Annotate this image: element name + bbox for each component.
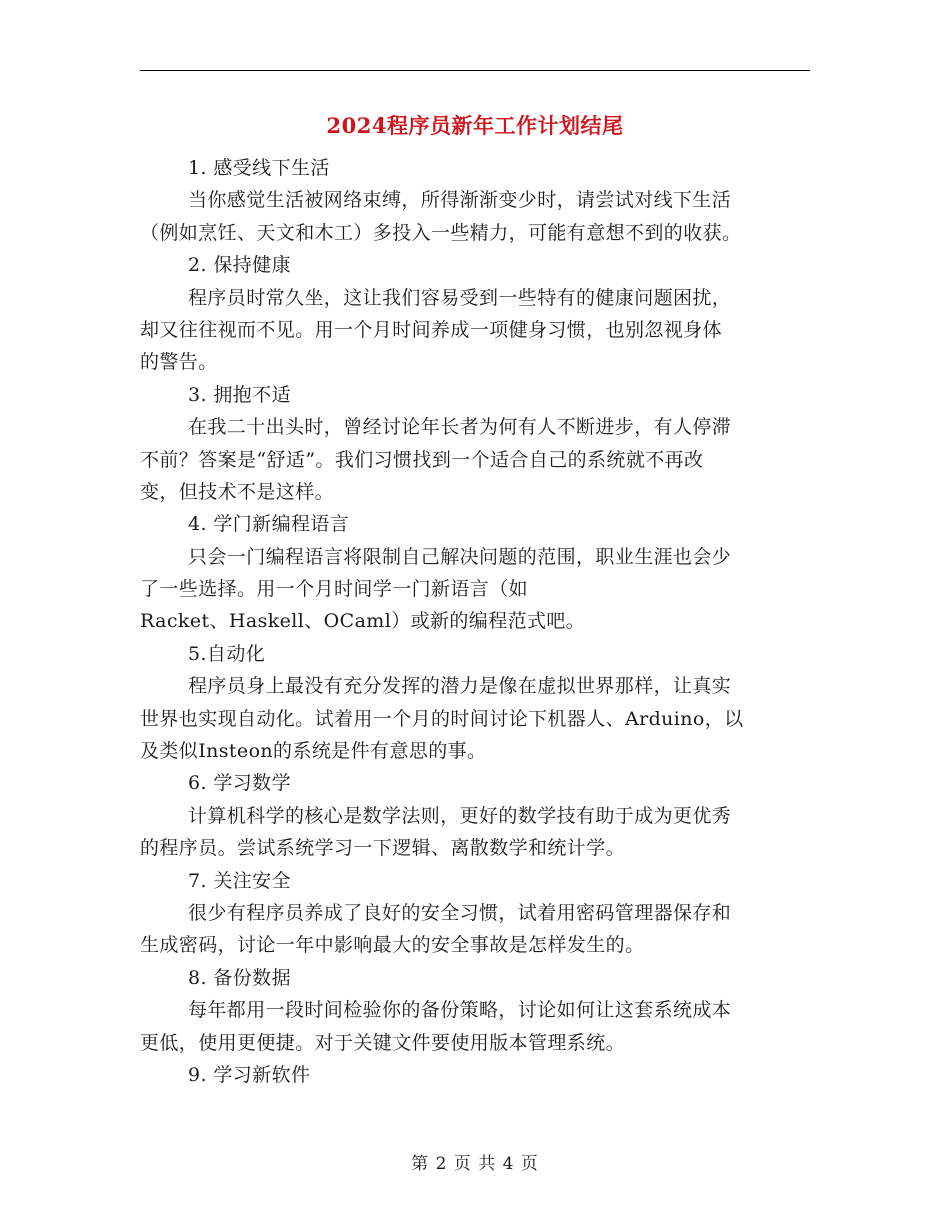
text-line: 很少有程序员养成了良好的安全习惯，试着用密码管理器保存和 [188,901,732,924]
text-line: 的程序员。尝试系统学习一下逻辑、离散数学和统计学。 [140,837,626,860]
text-line: 9. 学习新软件 [188,1063,311,1086]
text-line: 不前？答案是“舒适”。我们习惯找到一个适合自己的系统就不再改 [140,448,704,471]
document-body [140,152,810,1091]
text-line: 2. 保持健康 [188,254,291,277]
text-line: 生成密码，讨论一年中影响最大的安全事故是怎样发生的。 [140,934,645,957]
text-line: 只会一门编程语言将限制自己解决问题的范围，职业生涯也会少 [188,545,732,568]
text-line: 程序员身上最没有充分发挥的潜力是像在虚拟世界那样，让真实 [188,675,732,698]
text-line: （例如烹饪、天文和木工）多投入一些精力，可能有意想不到的收获。 [140,221,742,244]
text-line: 程序员时常久坐，这让我们容易受到一些特有的健康问题困扰， [188,286,732,309]
text-line: 了一些选择。用一个月时间学一门新语言（如 [140,578,529,601]
text-line: 世界也实现自动化。试着用一个月的时间讨论下机器人、Arduino，以 [140,707,744,730]
text-line: 5.自动化 [188,642,266,665]
text-line: 1. 感受线下生活 [188,157,330,179]
text-line: 却又往往视而不见。用一个月时间养成一项健身习惯，也别忽视身体 [140,318,723,341]
header-rule [140,70,810,71]
text-line: 变，但技术不是这样。 [140,480,335,503]
text-line: Racket、Haskell、OCaml）或新的编程范式吧。 [140,610,586,633]
text-line: 计算机科学的核心是数学法则，更好的数学技有助于成为更优秀 [188,804,732,827]
text-line: 4. 学门新编程语言 [188,513,350,536]
text-line: 每年都用一段时间检验你的备份策略，讨论如何让这套系统成本 [188,999,732,1022]
text-line: 3. 拥抱不适 [188,383,291,406]
document-title: 2024程序员新年工作计划结尾 [326,113,624,138]
page-footer: 第 2 页 共 4 页 [411,1154,539,1174]
text-line: 更低，使用更便捷。对于关键文件要使用版本管理系统。 [140,1031,626,1054]
text-line: 在我二十出头时，曾经讨论年长者为何有人不断进步，有人停滞 [188,416,732,439]
text-line: 的警告。 [140,351,218,374]
text-line: 8. 备份数据 [188,966,291,989]
text-line: 6. 学习数学 [188,772,291,795]
text-line: 当你感觉生活被网络束缚，所得渐渐变少时，请尝试对线下生活 [188,189,732,212]
text-line: 7. 关注安全 [188,869,291,892]
text-line: 及类似Insteon的系统是件有意思的事。 [140,740,487,763]
